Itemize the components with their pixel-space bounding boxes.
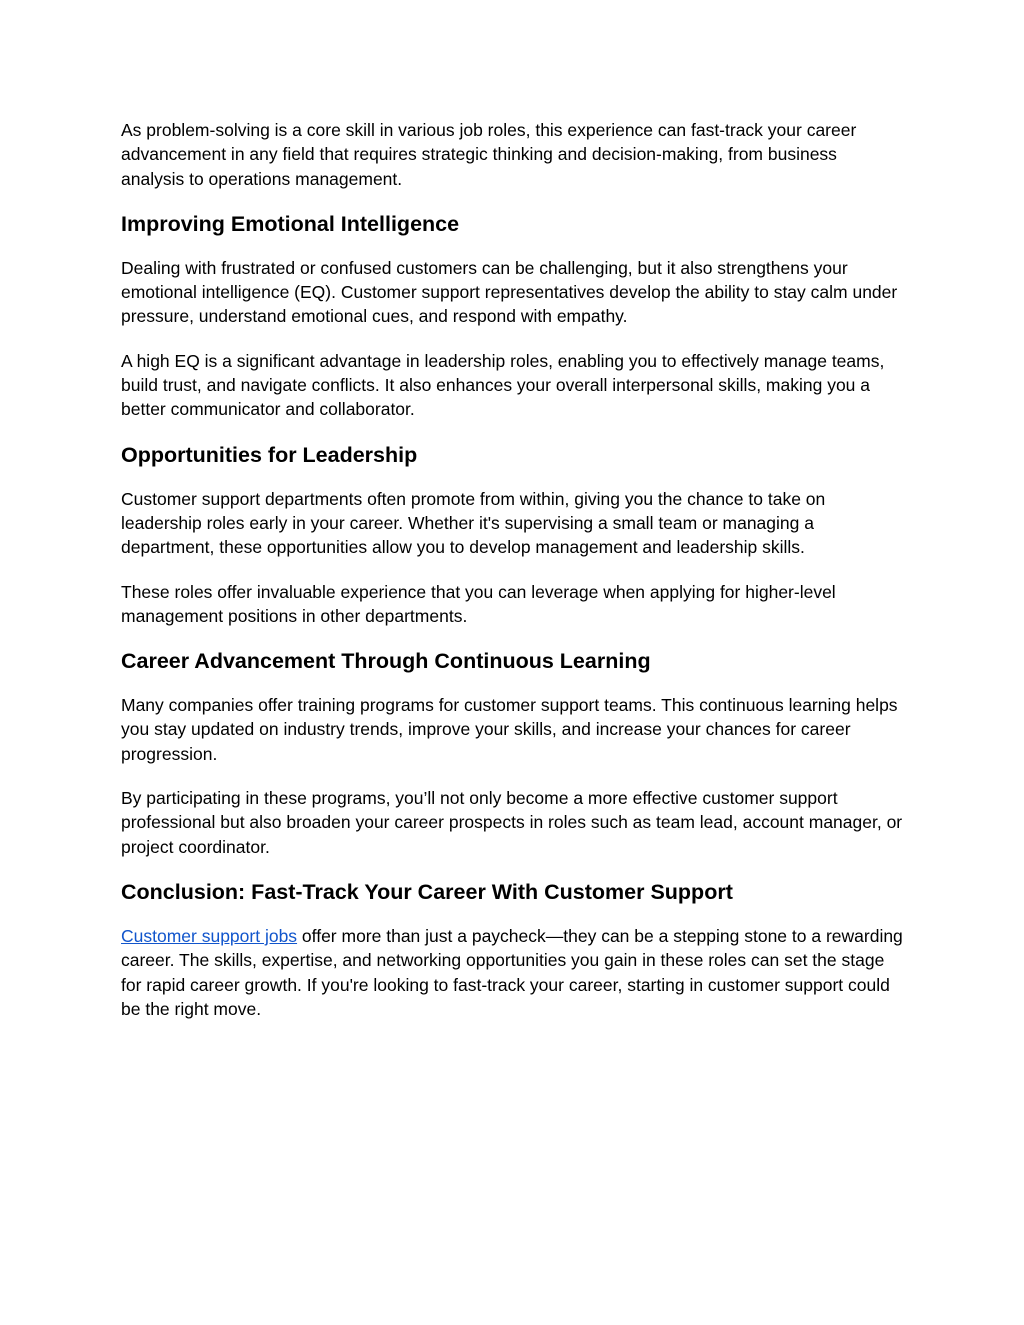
- section-paragraph: By participating in these programs, you’ll not only become a more effective customer support professional but also broaden your career prospects in roles such as team lead, account manager, or project coordinator.: [121, 788, 903, 857]
- conclusion-paragraph: [121, 924, 904, 1021]
- conclusion-paragraph-text: offer more than just a paycheck—they can be a stepping stone to a rewarding career. The skills, expertise, and networking opportunities you gain in these roles can set the stage for rapid career growth. If you're looking to fast-track your career, starting in customer support could be the right move.: [121, 925, 903, 1019]
- customer-support-jobs-link[interactable]: Customer support jobs: [121, 925, 298, 946]
- section-heading-emotional-intelligence: Improving Emotional Intelligence: [121, 211, 460, 236]
- section-heading-conclusion: Conclusion: Fast-Track Your Career With Customer Support: [121, 879, 733, 904]
- section-heading-leadership: Opportunities for Leadership: [121, 442, 418, 467]
- section-paragraph: Many companies offer training programs for customer support teams. This continuous learning helps you stay updated on industry trends, improve your skills, and increase your chances for career progression.: [121, 695, 898, 764]
- section-paragraph: These roles offer invaluable experience that you can leverage when applying for higher-level management positions in other departments.: [121, 581, 836, 626]
- section-paragraph: Customer support departments often promote from within, giving you the chance to take on leadership roles early in your career. Whether it's supervising a small team or managing a department, these opportunities allow you to develop management and leadership skills.: [121, 488, 826, 558]
- section-paragraph: A high EQ is a significant advantage in leadership roles, enabling you to effectively manage teams, build trust, and navigate conflicts. It also enhances your overall interpersonal skills, making you a better communicator and collaborator.: [121, 350, 885, 420]
- intro-paragraph: As problem-solving is a core skill in various job roles, this experience can fast-track your career advancement in any field that requires strategic thinking and decision-making, from business analysis to operations management.: [121, 120, 857, 189]
- section-paragraph: Dealing with frustrated or confused customers can be challenging, but it also strengthens your emotional intelligence (EQ). Customer support representatives develop the ability to stay calm under pressure, understand emotional cues, and respond with empathy.: [121, 257, 898, 327]
- section-heading-continuous-learning: Career Advancement Through Continuous Learning: [121, 649, 651, 674]
